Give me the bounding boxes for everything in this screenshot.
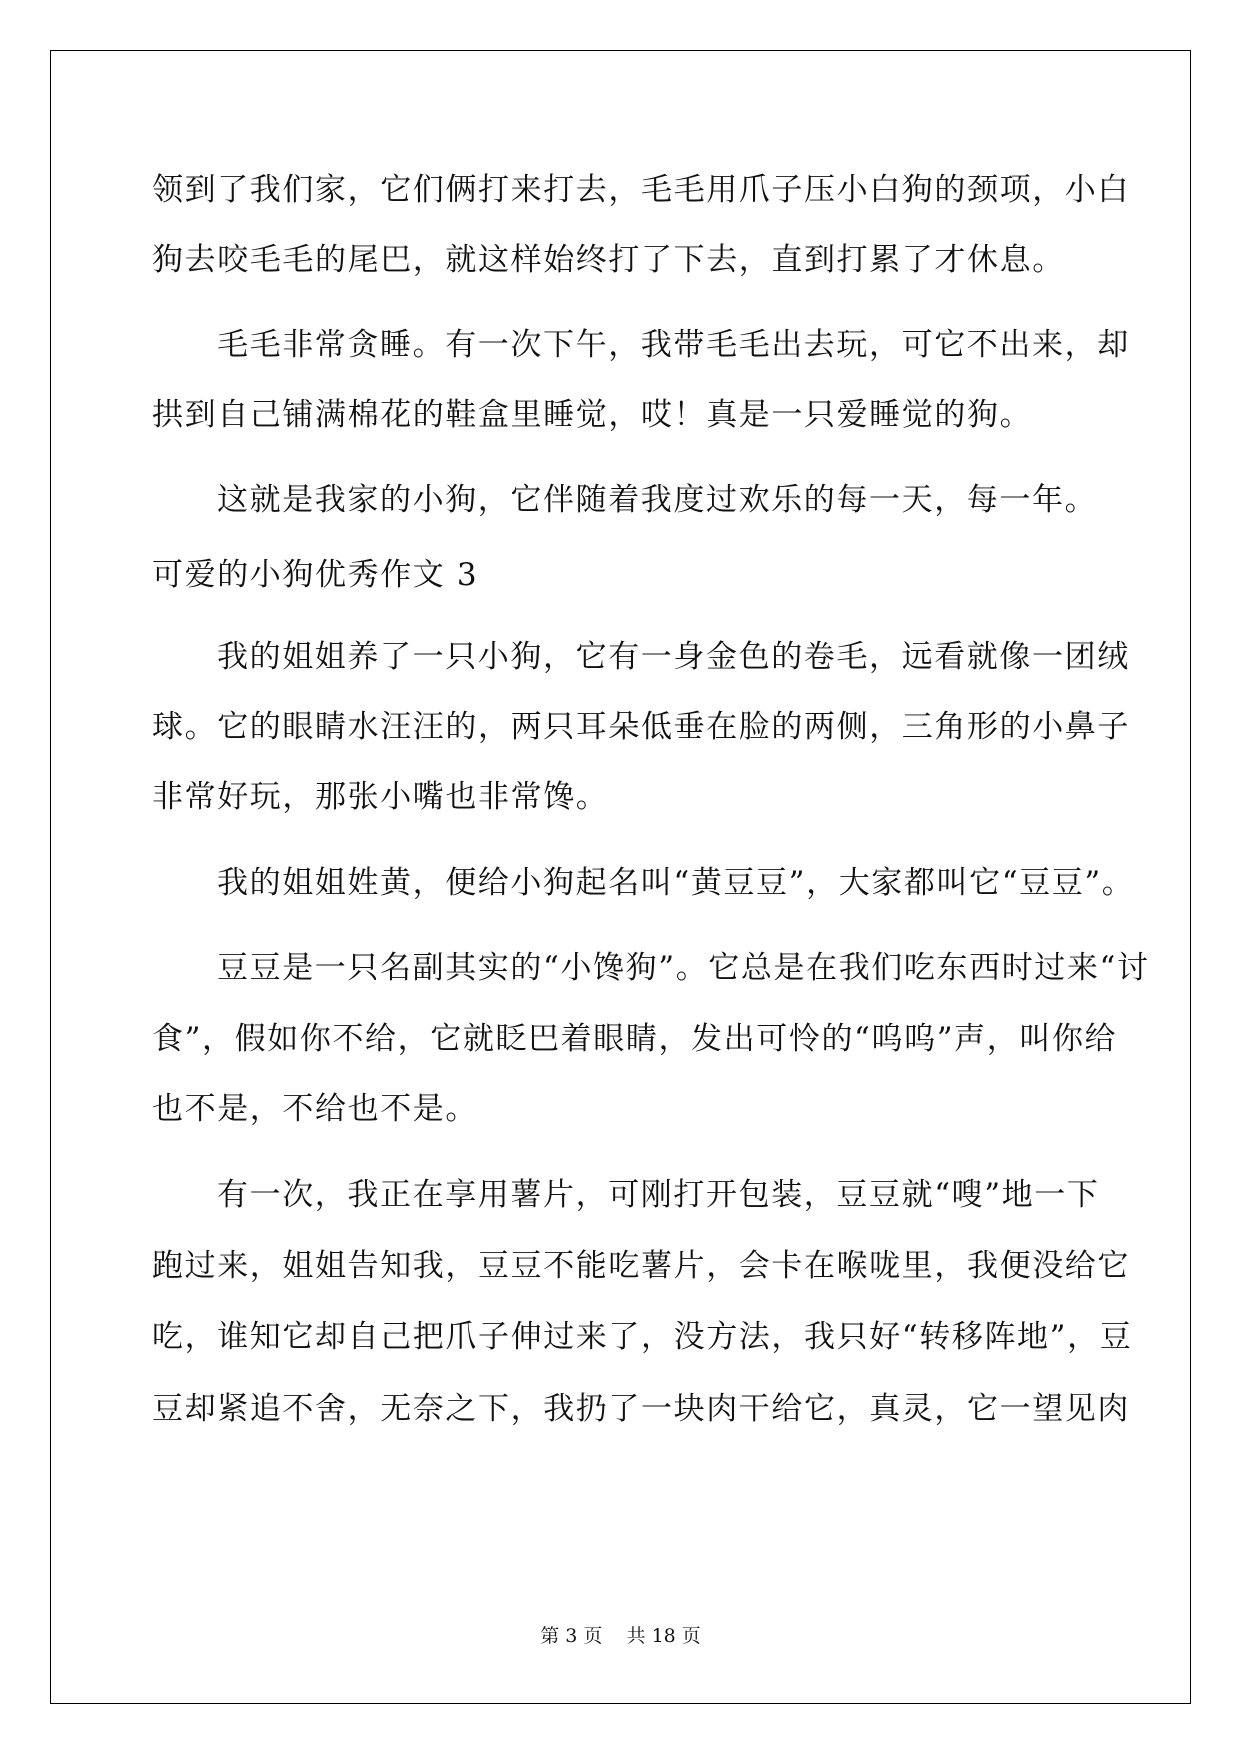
paragraph-line: 豆却紧追不舍，无奈之下，我扔了一块肉干给它，真灵，它一望见肉: [152, 1391, 1130, 1427]
paragraph-line: 毛毛非常贪睡。有一次下午，我带毛毛出去玩，可它不出来，却: [217, 327, 1130, 363]
paragraph-line: 拱到自己铺满棉花的鞋盒里睡觉，哎！真是一只爱睡觉的狗。: [152, 397, 1033, 433]
section-heading: 可爱的小狗优秀作文 3: [152, 557, 479, 593]
page-footer: [0, 1623, 1241, 1649]
paragraph-line: 狗去咬毛毛的尾巴，就这样始终打了下去，直到打累了才休息。: [152, 242, 1065, 278]
paragraph-line: 有一次，我正在享用薯片，可刚打开包装，豆豆就“嗖”地一下: [217, 1177, 1100, 1213]
paragraph-line: 我的姐姐姓黄，便给小狗起名叫“黄豆豆”，大家都叫它“豆豆”。: [217, 865, 1135, 901]
page-total: 共 18 页: [626, 1625, 701, 1647]
page-number: 第 3 页: [540, 1625, 603, 1647]
paragraph-line: 豆豆是一只名副其实的“小馋狗”。它总是在我们吃东西时过来“讨: [217, 950, 1150, 986]
paragraph-line: 非常好玩，那张小嘴也非常馋。: [152, 779, 609, 815]
paragraph-line: 领到了我们家，它们俩打来打去，毛毛用爪子压小白狗的颈项，小白: [152, 172, 1130, 208]
paragraph-line: 食”，假如你不给，它就眨巴着眼睛，发出可怜的“呜呜”声，叫你给: [152, 1021, 1118, 1057]
paragraph-line: 球。它的眼睛水汪汪的，两只耳朵低垂在脸的两侧，三角形的小鼻子: [152, 709, 1130, 745]
paragraph-line: 这就是我家的小狗，它伴随着我度过欢乐的每一天，每一年。: [217, 482, 1098, 518]
paragraph-line: 我的姐姐养了一只小狗，它有一身金色的卷毛，远看就像一团绒: [217, 639, 1130, 675]
paragraph-line: 跑过来，姐姐告知我，豆豆不能吃薯片，会卡在喉咙里，我便没给它: [152, 1248, 1130, 1284]
paragraph-line: 也不是，不给也不是。: [152, 1091, 478, 1127]
paragraph-line: 吃，谁知它却自己把爪子伸过来了，没方法，我只好“转移阵地”，豆: [152, 1319, 1133, 1355]
